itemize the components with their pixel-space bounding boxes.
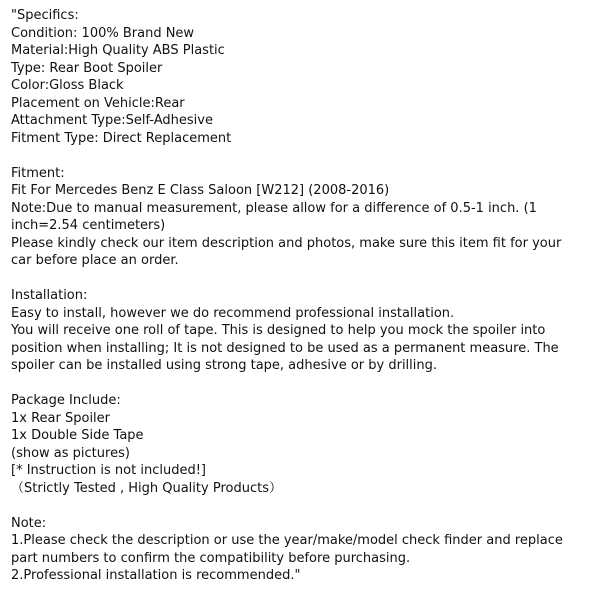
fitment-heading: Fitment: [11,165,65,181]
note-section [11,515,596,585]
installation-line-4: spoiler can be installed using strong tape, adhesive or by drilling. [11,358,438,373]
note-heading: Note: [11,515,47,531]
fitment-check-line-2: car before place an order. [11,253,179,268]
note-line-3: 2.Professional installation is recommended." [11,568,301,583]
note-line-1: 1.Please check the description or use the year/make/model check finder and replace [11,533,563,548]
installation-heading: Installation: [11,288,88,303]
specifics-section [11,7,596,147]
product-description [11,7,596,585]
spacer [11,375,596,393]
installation-line-1: Easy to install, however we do recommend professional installation. [11,305,455,321]
package-item: [* Instruction is not included!] [11,463,206,478]
package-item: (show as pictures) [11,445,130,461]
spec-condition: Condition: 100% Brand New [11,25,195,41]
spec-fitment-type: Fitment Type: Direct Replacement [11,130,232,146]
spec-material: Material:High Quality ABS Plastic [11,43,225,58]
fitment-fit-for: Fit For Mercedes Benz E Class Saloon [W212] (2008-2016) [11,183,390,198]
specifics-heading: "Specifics: [11,8,79,23]
spacer [11,147,596,165]
spec-attachment: Attachment Type:Self-Adhesive [11,113,213,128]
package-section [11,392,596,497]
fitment-note-line-1: Note:Due to manual measurement, please allow for a difference of 0.5-1 inch. (1 [11,200,537,216]
spec-placement: Placement on Vehicle:Rear [11,95,185,111]
package-item: 1x Rear Spoiler [11,410,111,426]
package-heading: Package Include: [11,393,121,408]
fitment-note-line-2: inch=2.54 centimeters) [11,218,166,233]
package-item: （Strictly Tested , High Quality Products） [11,480,282,496]
installation-line-2: You will receive one roll of tape. This is designed to help you mock the spoiler into [11,323,546,338]
fitment-check-line-1: Please kindly check our item description and photos, make sure this item fit for your [11,235,562,251]
spacer [11,270,596,288]
note-line-2: part numbers to confirm the compatibility before purchasing. [11,550,411,566]
spec-color: Color:Gloss Black [11,78,124,93]
installation-section [11,287,596,375]
installation-line-3: position when installing; It is not designed to be used as a permanent measure. The [11,340,559,356]
spacer [11,497,596,515]
package-item: 1x Double Side Tape [11,428,144,443]
fitment-section [11,165,596,270]
spec-type: Type: Rear Boot Spoiler [11,60,163,76]
